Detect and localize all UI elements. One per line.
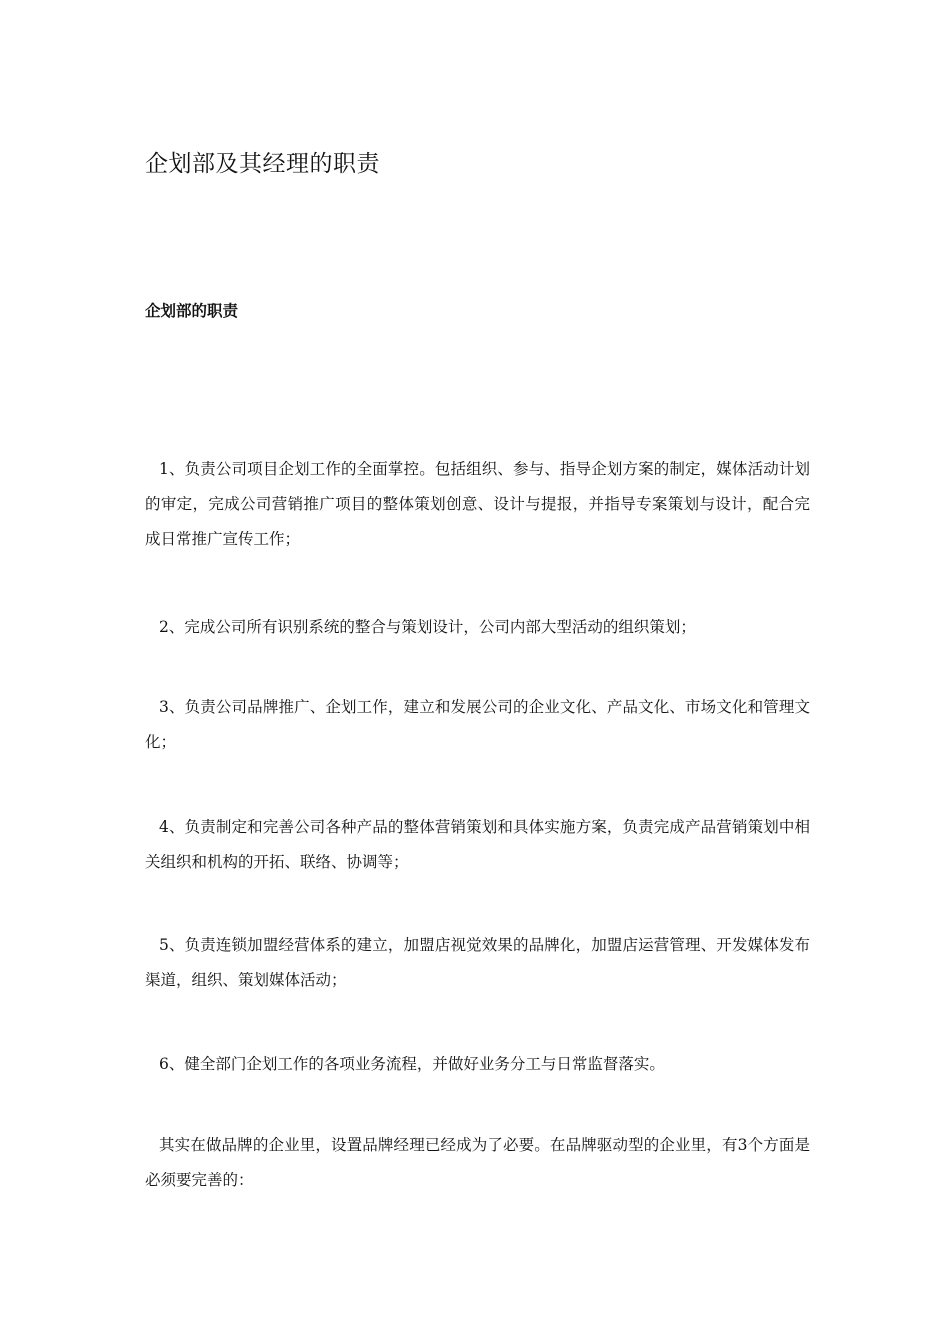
- duty-paragraph-5: 5、负责连锁加盟经营体系的建立，加盟店视觉效果的品牌化，加盟店运营管理、开发媒体发布渠道，组织、策划媒体活动；: [145, 936, 810, 989]
- duty-paragraph-2: 2、完成公司所有识别系统的整合与策划设计，公司内部大型活动的组织策划；: [159, 618, 696, 636]
- document-title: 企划部及其经理的职责: [145, 151, 380, 177]
- duty-paragraph-4: 4、负责制定和完善公司各种产品的整体营销策划和具体实施方案，负责完成产品营销策划中相关组织和机构的开拓、联络、协调等；: [145, 818, 810, 871]
- section-heading: 企划部的职责: [145, 301, 239, 320]
- duty-paragraph-3: 3、负责公司品牌推广、企划工作，建立和发展公司的企业文化、产品文化、市场文化和管理文化；: [145, 698, 810, 751]
- closing-paragraph: 其实在做品牌的企业里，设置品牌经理已经成为了必要。在品牌驱动型的企业里，有3个方面是必须要完善的：: [145, 1136, 810, 1189]
- duty-paragraph-1: 1、负责公司项目企划工作的全面掌控。包括组织、参与、指导企划方案的制定，媒体活动计划的审定，完成公司营销推广项目的整体策划创意、设计与提报，并指导专案策划与设计，配合完成日常推广宣传工作；: [145, 460, 810, 548]
- duty-paragraph-6: 6、健全部门企划工作的各项业务流程，并做好业务分工与日常监督落实。: [159, 1055, 665, 1073]
